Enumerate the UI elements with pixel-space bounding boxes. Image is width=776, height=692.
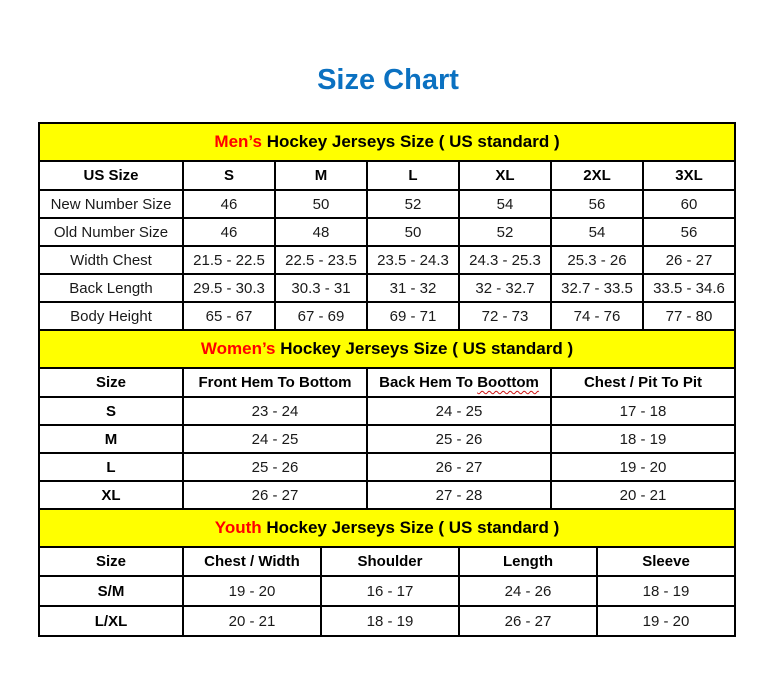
mens-col-header: US Size (39, 161, 183, 190)
table-row (39, 218, 735, 246)
table-cell: 50 (367, 218, 459, 246)
table-cell: 19 - 20 (551, 453, 735, 481)
table-cell: 54 (551, 218, 643, 246)
youth-col-header: Length (459, 547, 597, 576)
womens-col-header-misspelled (367, 368, 551, 397)
youth-section-title-rest: Hockey Jerseys Size ( US standard ) (261, 518, 560, 537)
table-cell: 20 - 21 (183, 606, 321, 636)
table-cell: 19 - 20 (183, 576, 321, 606)
table-row (39, 453, 735, 481)
page-title: Size Chart (317, 64, 459, 96)
table-cell: 21.5 - 22.5 (183, 246, 275, 274)
table-cell: 24.3 - 25.3 (459, 246, 551, 274)
row-label: S/M (39, 576, 183, 606)
youth-col-header: Chest / Width (183, 547, 321, 576)
mens-col-header: M (275, 161, 367, 190)
table-cell: 33.5 - 34.6 (643, 274, 735, 302)
womens-header-row (39, 368, 735, 397)
table-cell: 17 - 18 (551, 397, 735, 425)
back-hem-prefix: Back Hem To (379, 374, 478, 391)
back-hem-misspelled-word: Boottom (477, 374, 539, 391)
mens-col-header: S (183, 161, 275, 190)
row-label: S (39, 397, 183, 425)
table-cell: 25 - 26 (367, 425, 551, 453)
table-row (39, 576, 735, 606)
table-cell: 77 - 80 (643, 302, 735, 330)
table-cell: 18 - 19 (597, 576, 735, 606)
womens-col-header: Chest / Pit To Pit (551, 368, 735, 397)
youth-col-header: Shoulder (321, 547, 459, 576)
mens-section-band (39, 123, 735, 161)
table-cell: 52 (459, 218, 551, 246)
womens-col-header: Front Hem To Bottom (183, 368, 367, 397)
womens-size-table (38, 329, 736, 510)
table-cell: 32 - 32.7 (459, 274, 551, 302)
row-label: XL (39, 481, 183, 509)
table-row (39, 302, 735, 330)
row-label: Width Chest (39, 246, 183, 274)
table-row (39, 397, 735, 425)
youth-section-title-highlight: Youth (214, 518, 262, 537)
table-cell: 24 - 25 (367, 397, 551, 425)
row-label: L (39, 453, 183, 481)
youth-header-row (39, 547, 735, 576)
table-cell: 27 - 28 (367, 481, 551, 509)
table-cell: 16 - 17 (321, 576, 459, 606)
table-cell: 26 - 27 (183, 481, 367, 509)
mens-section-title-rest: Hockey Jerseys Size ( US standard ) (261, 132, 560, 151)
table-cell: 20 - 21 (551, 481, 735, 509)
womens-section-band (39, 330, 735, 368)
table-cell: 23 - 24 (183, 397, 367, 425)
table-cell: 30.3 - 31 (275, 274, 367, 302)
table-cell: 56 (643, 218, 735, 246)
table-cell: 18 - 19 (321, 606, 459, 636)
row-label: New Number Size (39, 190, 183, 218)
table-cell: 74 - 76 (551, 302, 643, 330)
table-row (39, 246, 735, 274)
table-row (39, 190, 735, 218)
table-cell: 69 - 71 (367, 302, 459, 330)
youth-section-band (39, 509, 735, 547)
size-chart-tables (38, 122, 734, 637)
mens-col-header: XL (459, 161, 551, 190)
youth-col-header: Sleeve (597, 547, 735, 576)
table-cell: 60 (643, 190, 735, 218)
mens-header-row (39, 161, 735, 190)
mens-size-table (38, 122, 736, 331)
table-cell: 18 - 19 (551, 425, 735, 453)
table-cell: 26 - 27 (643, 246, 735, 274)
womens-section-title-rest: Hockey Jerseys Size ( US standard ) (275, 339, 574, 358)
table-cell: 32.7 - 33.5 (551, 274, 643, 302)
table-cell: 50 (275, 190, 367, 218)
table-cell: 19 - 20 (597, 606, 735, 636)
table-row (39, 481, 735, 509)
table-cell: 65 - 67 (183, 302, 275, 330)
table-cell: 72 - 73 (459, 302, 551, 330)
table-cell: 31 - 32 (367, 274, 459, 302)
youth-section-title (39, 509, 735, 547)
mens-col-header: 2XL (551, 161, 643, 190)
table-cell: 22.5 - 23.5 (275, 246, 367, 274)
row-label: L/XL (39, 606, 183, 636)
table-cell: 52 (367, 190, 459, 218)
table-cell: 46 (183, 190, 275, 218)
table-row (39, 274, 735, 302)
row-label: M (39, 425, 183, 453)
table-cell: 26 - 27 (367, 453, 551, 481)
mens-section-title-highlight: Men’s (214, 132, 262, 151)
womens-section-title (39, 330, 735, 368)
table-cell: 24 - 25 (183, 425, 367, 453)
table-cell: 48 (275, 218, 367, 246)
row-label: Body Height (39, 302, 183, 330)
womens-section-title-highlight: Women’s (200, 339, 276, 358)
table-cell: 56 (551, 190, 643, 218)
table-row (39, 606, 735, 636)
table-row (39, 425, 735, 453)
table-cell: 25 - 26 (183, 453, 367, 481)
table-cell: 23.5 - 24.3 (367, 246, 459, 274)
table-cell: 25.3 - 26 (551, 246, 643, 274)
table-cell: 29.5 - 30.3 (183, 274, 275, 302)
mens-col-header: L (367, 161, 459, 190)
table-cell: 67 - 69 (275, 302, 367, 330)
row-label: Back Length (39, 274, 183, 302)
table-cell: 46 (183, 218, 275, 246)
table-cell: 26 - 27 (459, 606, 597, 636)
mens-section-title (39, 123, 735, 161)
womens-col-header: Size (39, 368, 183, 397)
table-cell: 24 - 26 (459, 576, 597, 606)
table-cell: 54 (459, 190, 551, 218)
youth-col-header: Size (39, 547, 183, 576)
row-label: Old Number Size (39, 218, 183, 246)
youth-size-table (38, 508, 736, 637)
mens-col-header: 3XL (643, 161, 735, 190)
